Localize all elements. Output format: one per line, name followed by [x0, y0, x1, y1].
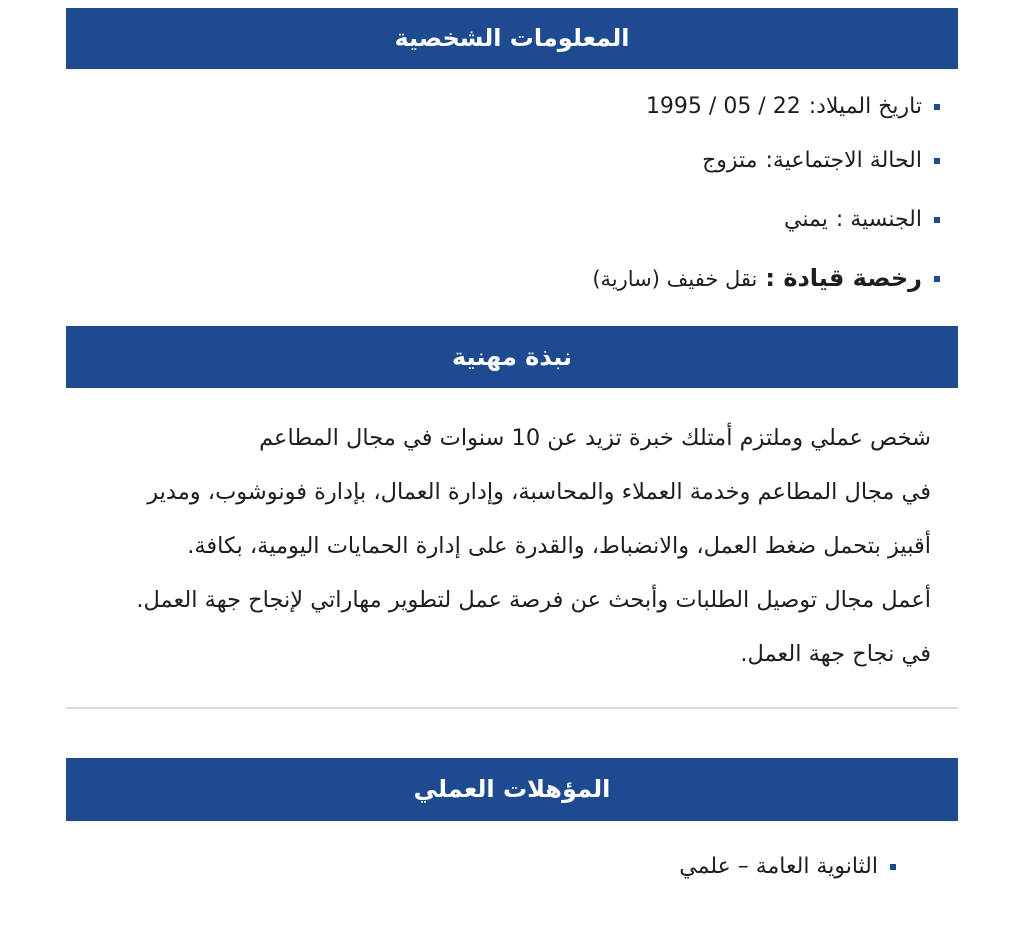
qualifications-title: المؤهلات العملي — [413, 775, 611, 803]
personal-info-header — [66, 8, 958, 69]
bullet-icon — [890, 864, 896, 870]
nationality-label: الجنسية : — [835, 207, 922, 232]
qualifications-header — [66, 758, 958, 821]
bullet-icon — [934, 276, 940, 282]
bullet-icon — [934, 158, 940, 164]
nationality-item — [784, 209, 940, 231]
profile-line: في مجال المطاعم وخدمة العملاء والمحاسبة، وإدارة العمال، بإدارة فونوشوب، ومدير — [147, 479, 931, 505]
profile-header — [66, 326, 958, 388]
bullet-icon — [934, 217, 940, 223]
birthdate-value: 1995 / 05 / 22 — [645, 94, 801, 119]
birthdate-label: تاريخ الميلاد: — [808, 94, 922, 119]
qualification-text: الثانوية العامة – علمي — [679, 854, 878, 879]
profile-line: شخص عملي وملتزم أمتلك خبرة تزيد عن 10 سنوات في مجال المطاعم — [259, 425, 931, 451]
driving-license-value: نقل خفيف (سارية) — [592, 267, 758, 291]
bullet-icon — [934, 104, 940, 110]
profile-line: في نجاح جهة العمل. — [740, 641, 931, 667]
driving-license-item — [592, 266, 940, 290]
marital-status-item — [702, 150, 940, 172]
profile-paragraph — [81, 411, 931, 681]
marital-status-value: متزوج — [702, 148, 758, 173]
marital-status-label: الحالة الاجتماعية: — [765, 148, 922, 173]
section-divider — [66, 707, 958, 709]
qualification-item — [679, 856, 896, 878]
profile-title: نبذة مهنية — [451, 343, 573, 371]
nationality-value: يمني — [784, 207, 828, 232]
personal-info-title: المعلومات الشخصية — [394, 24, 630, 52]
profile-line: أعمل مجال توصيل الطلبات وأبحث عن فرصة عمل لتطوير مهاراتي لإنجاح جهة العمل. — [136, 587, 931, 613]
birthdate-item — [646, 96, 940, 118]
profile-line: أقبيز بتحمل ضغط العمل، والانضباط، والقدرة على إدارة الحمايات اليومية، بكافة. — [187, 533, 931, 559]
driving-license-label: رخصة قيادة : — [765, 264, 922, 292]
